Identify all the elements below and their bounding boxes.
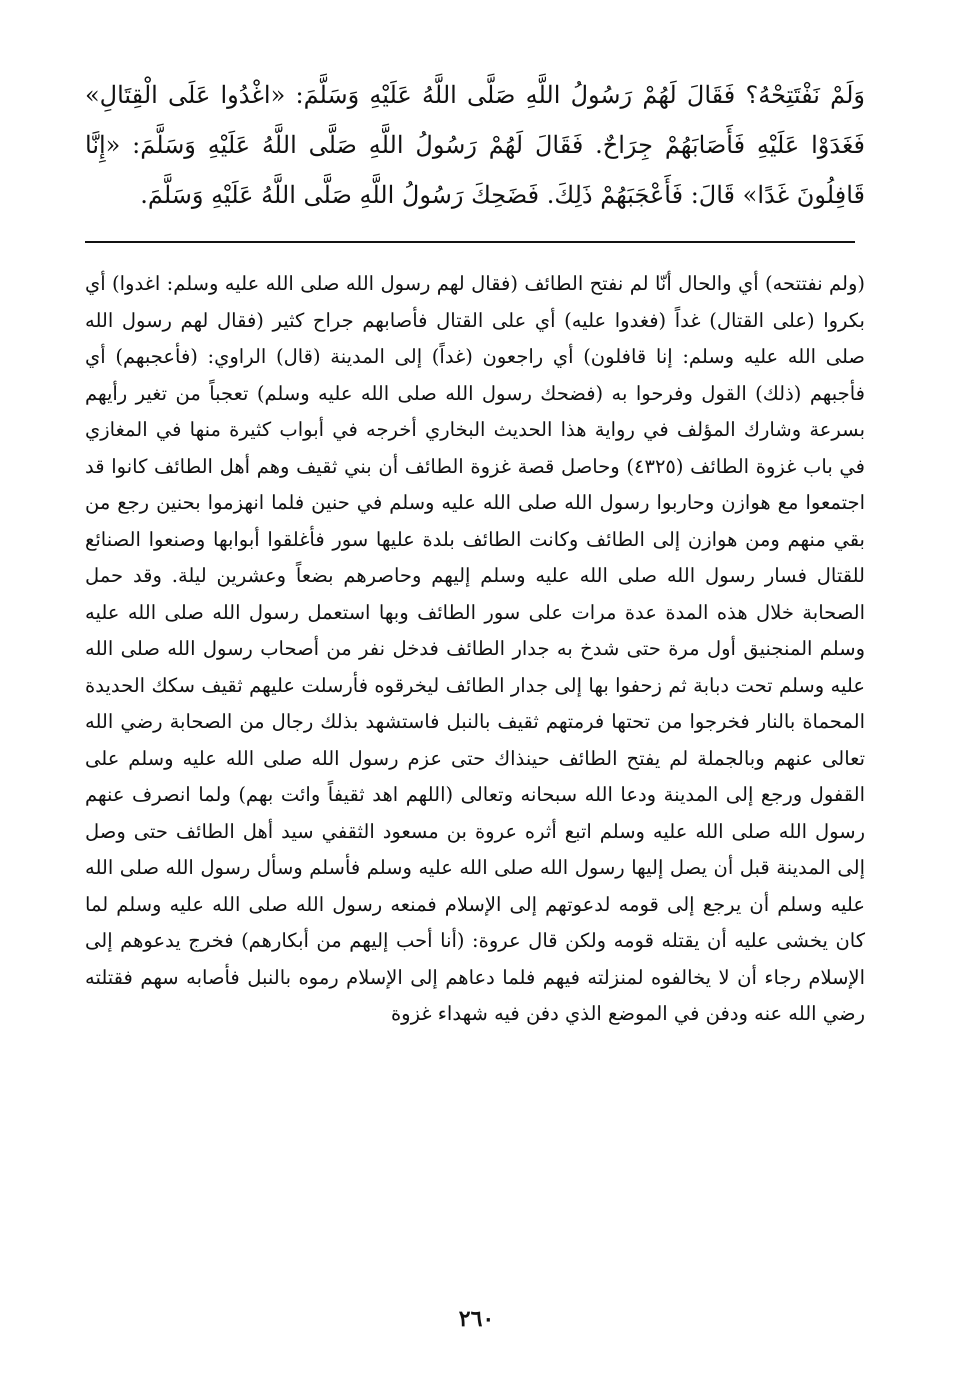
page-number: ٢٦٠ [458, 1306, 495, 1332]
hadith-text: وَلَمْ نَفْتَتِحْهُ؟ فَقَالَ لَهُمْ رَسُولُ اللَّهِ صَلَّى اللَّهُ عَلَيْهِ وَسَلَّمَ: «اغْدُوا عَلَى الْقِتَالِ» فَغَدَوْا عَلَيْهِ فَأَصَابَهُمْ جِرَاحٌ. فَقَالَ لَهُمْ رَسُولُ اللَّهِ صَلَّى اللَّهُ عَلَيْهِ وَسَلَّمَ: «إِنَّا قَافِلُونَ غَدًا» قَالَ: فَأَعْجَبَهُمْ ذَلِكَ. فَضَحِكَ رَسُولُ اللَّهِ صَلَّى اللَّهُ عَلَيْهِ وَسَلَّمَ. [85, 81, 865, 209]
hadith-text-block [85, 70, 865, 220]
commentary-text: (ولم نفتتحه) أي والحال أنّا لم نفتح الطائف (فقال لهم رسول الله صلى الله عليه وسلم: اغدوا) أي بكروا (على القتال) غداً (فغدوا عليه) أي على القتال فأصابهم جراح كثير (فقال لهم رسول الله صلى الله عليه وسلم: إنا قافلون) أي راجعون (غداً) إلى المدينة (قال) الراوي: (فأعجبهم) أي فأجبهم (ذلك) القول وفرحوا به (فضحك رسول الله صلى الله عليه وسلم) تعجباً من تغير رأيهم بسرعة وشارك المؤلف في رواية هذا الحديث البخاري أخرجه في أبواب كثيرة منها في المغازي في باب غزوة الطائف (٤٣٢٥) وحاصل قصة غزوة الطائف أن بني ثقيف وهم أهل الطائف كانوا قد اجتمعوا مع هوازن وحاربوا رسول الله صلى الله عليه وسلم في حنين فلما انهزموا بحنين رجع من بقي منهم ومن هوازن إلى الطائف وكانت الطائف بلدة عليها سور فأغلقوا أبوابها وصنعوا الصنائع للقتال فسار رسول الله صلى الله عليه وسلم إليهم وحاصرهم بضعاً وعشرين ليلة. وقد حمل الصحابة خلال هذه المدة عدة مرات على سور الطائف وبها استعمل رسول الله صلى الله عليه وسلم المنجنيق أول مرة حتى شدخ به جدار الطائف فدخل نفر من أصحاب رسول الله صلى الله عليه وسلم تحت دبابة ثم زحفوا بها إلى جدار الطائف ليخرقوه فأرسلت عليهم ثقيف سكك الحديدة المحماة بالنار فخرجوا من تحتها فرمتهم ثقيف بالنبل فاستشهد بذلك رجال من الصحابة رضي الله تعالى عنهم وبالجملة لم يفتح الطائف حينذاك حتى عزم رسول الله صلى الله عليه وسلم على القفول ورجع إلى المدينة ودعا الله سبحانه وتعالى (اللهم اهد ثقيفاً وائت بهم) ولما انصرف عنهم رسول الله صلى الله عليه وسلم اتبع أثره عروة بن مسعود الثقفي سيد أهل الطائف حتى وصل إلى المدينة قبل أن يصل إليها رسول الله صلى الله عليه وسلم فأسلم وسأل رسول الله صلى الله عليه وسلم أن يرجع إلى قومه لدعوتهم إلى الإسلام فمنعه رسول الله صلى الله عليه وسلم لما كان يخشى عليه أن يقتله قومه ولكن قال عروة: (أنا أحب إليهم من أبكارهم) فخرج يدعوهم إلى الإسلام رجاء أن لا يخالفوه لمنزلته فيهم فلما دعاهم إلى الإسلام رموه بالنبل فأصابه سهم فقتلته رضي الله عنه ودفن في الموضع الذي دفن فيه شهداء غزوة [85, 272, 865, 1025]
footnote-divider [85, 241, 855, 243]
commentary-block [85, 266, 865, 1033]
